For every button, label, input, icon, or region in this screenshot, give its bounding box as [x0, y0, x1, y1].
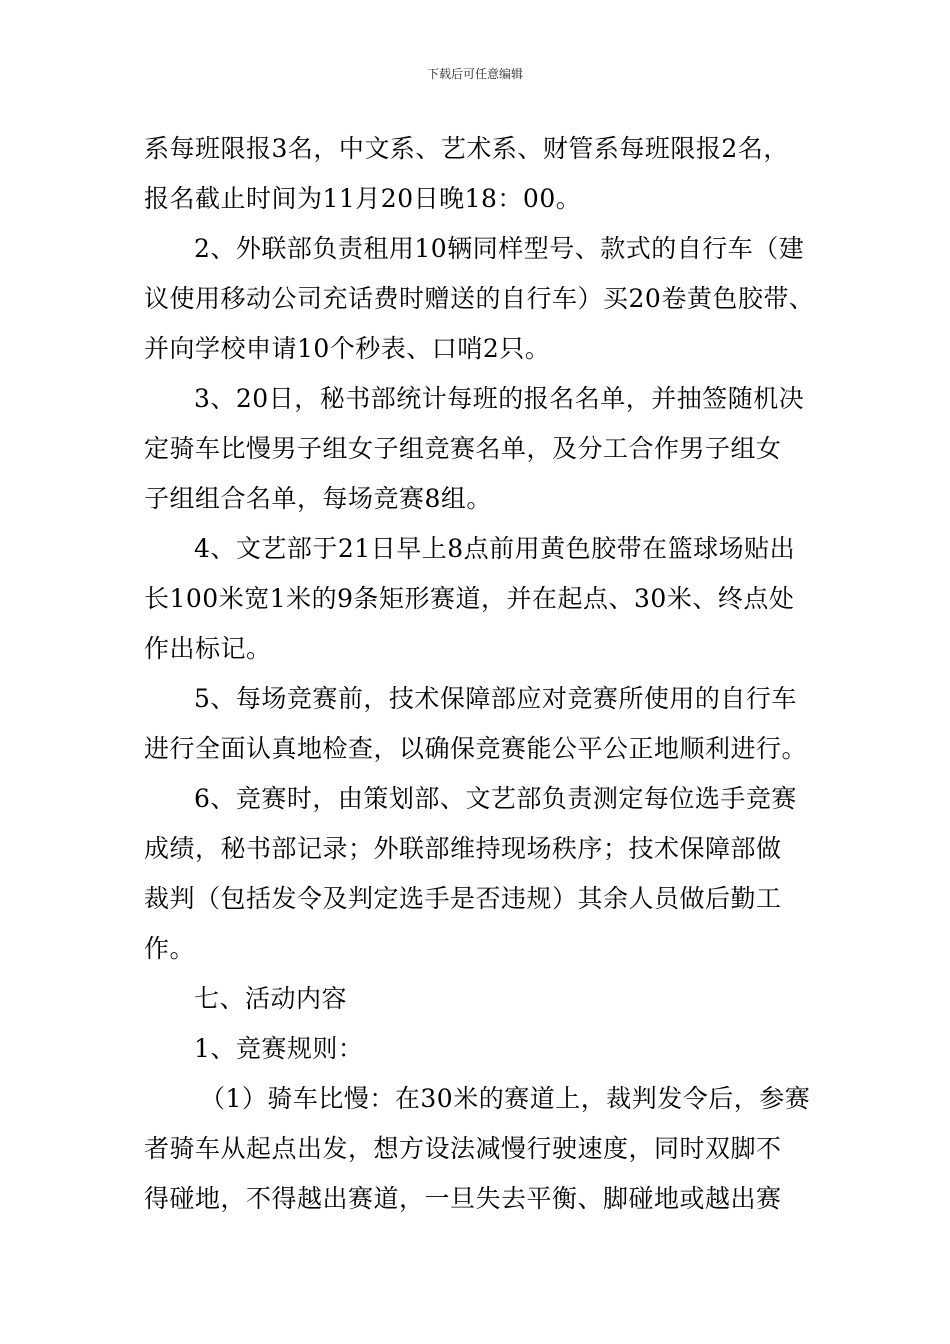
subsection-heading: 1、竞赛规则： — [194, 1034, 364, 1063]
paragraph-first-line: 3、20日，秘书部统计每班的报名名单，并抽签随机决 — [194, 384, 805, 413]
paragraph-first-line: （1）骑车比慢：在30米的赛道上，裁判发令后，参赛 — [200, 1084, 811, 1113]
paragraph-first-line: 2、外联部负责租用10辆同样型号、款式的自行车（建 — [194, 234, 805, 263]
section-heading: 七、活动内容 — [194, 984, 348, 1013]
paragraph-first-line: 6、竞赛时，由策划部、文艺部负责测定每位选手竞赛 — [194, 784, 797, 813]
text-line: 作。 — [144, 934, 196, 963]
page-header-note: 下载后可任意编辑 — [426, 67, 523, 81]
text-line: 成绩，秘书部记录；外联部维持现场秩序；技术保障部做 — [144, 834, 782, 863]
text-line: 报名截止时间为11月20日晚18：00。 — [144, 184, 582, 213]
text-line: 得碰地，不得越出赛道，一旦失去平衡、脚碰地或越出赛 — [144, 1184, 782, 1213]
text-line: 者骑车从起点出发，想方设法减慢行驶速度，同时双脚不 — [144, 1134, 782, 1163]
text-line: 议使用移动公司充话费时赠送的自行车）买20卷黄色胶带、 — [144, 284, 815, 313]
paragraph-first-line: 5、每场竞赛前，技术保障部应对竞赛所使用的自行车 — [194, 684, 797, 713]
text-line: 长100米宽1米的9条矩形赛道，并在起点、30米、终点处 — [144, 584, 795, 613]
text-line: 并向学校申请10个秒表、口哨2只。 — [144, 334, 551, 363]
paragraph-first-line: 4、文艺部于21日早上8点前用黄色胶带在篮球场贴出 — [194, 534, 796, 563]
document-body — [144, 124, 824, 1224]
text-line: 定骑车比慢男子组女子组竞赛名单，及分工合作男子组女 — [144, 434, 782, 463]
text-line: 作出标记。 — [144, 634, 272, 663]
text-line: 系每班限报3名，中文系、艺术系、财管系每班限报2名， — [144, 134, 789, 163]
text-line: 子组组合名单，每场竞赛8组。 — [144, 484, 492, 513]
text-line: 裁判（包括发令及判定选手是否违规）其余人员做后勤工 — [144, 884, 782, 913]
text-line: 进行全面认真地检查，以确保竞赛能公平公正地顺利进行。 — [144, 734, 808, 763]
